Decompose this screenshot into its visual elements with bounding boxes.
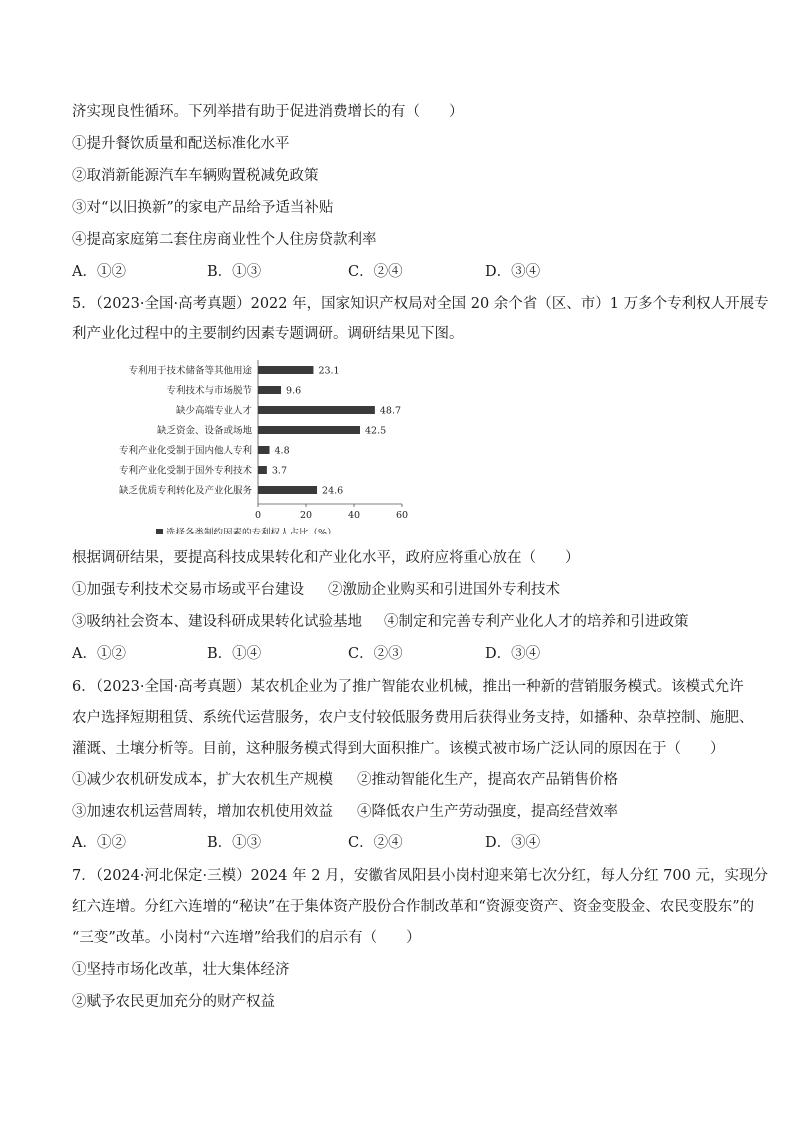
- q6-item-2: ②推动智能化生产，提高农产品销售价格: [357, 772, 618, 788]
- bar: [258, 426, 360, 434]
- bar: [258, 466, 267, 474]
- data-label: 24.6: [322, 485, 344, 497]
- bar: [258, 386, 281, 394]
- data-label: 9.6: [286, 385, 302, 397]
- q7-stem-line-2: 红六连增。分红六连增的“秘诀”在于集体资产股份合作制改革和“资源变资产、资金变股金、农民变股东”的: [72, 899, 755, 915]
- bar: [258, 406, 375, 414]
- q6-item-4: ④降低农户生产劳动强度，提高经营效率: [357, 804, 618, 820]
- category-label: 缺少高端专业人才: [175, 405, 252, 417]
- legend-label: 选择各类制约因素的专利权人占比（%）: [166, 528, 337, 534]
- category-label: 专利产业化受制于国外专利技术: [118, 465, 252, 477]
- bar: [258, 366, 313, 374]
- bar: [258, 446, 270, 454]
- x-tick-label: 60: [395, 510, 409, 521]
- q5-option-b: B．①④: [207, 646, 262, 662]
- data-label: 23.1: [318, 365, 340, 377]
- x-tick-label: 40: [347, 510, 361, 521]
- q6-stem-line-2: 农户选择短期租赁、系统代运营服务，农户支付较低服务费用后获得业务支持，如播种、杂草控制、施肥、: [72, 710, 754, 726]
- x-tick-label: 0: [254, 510, 262, 521]
- q6-item-1: ①减少农机研发成本，扩大农机生产规模: [72, 772, 333, 788]
- data-label: 42.5: [365, 425, 387, 437]
- q5-item-4: ④制定和完善专利产业化人才的培养和引进政策: [384, 614, 689, 630]
- data-label: 3.7: [271, 465, 287, 477]
- data-label: 4.8: [274, 445, 290, 457]
- q5-option-c: C．②③: [348, 646, 403, 662]
- q5-stem-line-2: 利产业化过程中的主要制约因素专题调研。调研结果见下图。: [72, 326, 464, 342]
- q4-option-b: B．①③: [207, 264, 262, 280]
- chart-svg: [72, 354, 432, 534]
- data-label: 48.7: [379, 405, 402, 417]
- category-label: 专利技术与市场脱节: [166, 385, 252, 397]
- q4-option-d: D．③④: [485, 264, 541, 280]
- category-label: 专利产业化受制于国内他人专利: [118, 445, 252, 457]
- q4-item-2: ②取消新能源汽车车辆购置税减免政策: [72, 168, 319, 184]
- q5-item-3: ③吸纳社会资本、建设科研成果转化试验基地: [72, 614, 362, 630]
- q4-item-4: ④提高家庭第二套住房商业性个人住房贷款利率: [72, 232, 377, 248]
- q5-option-d: D．③④: [485, 646, 541, 662]
- x-tick-label: 20: [299, 510, 313, 521]
- q7-item-1: ①坚持市场化改革，壮大集体经济: [72, 962, 290, 978]
- q4-item-3: ③对“以旧换新”的家电产品给予适当补贴: [72, 200, 334, 216]
- q6-option-c: C．②④: [348, 835, 403, 851]
- q5-item-2: ②激励企业购买和引进国外专利技术: [328, 582, 560, 598]
- q4-option-a: A．①②: [72, 264, 126, 280]
- q6-option-a: A．①②: [72, 835, 126, 851]
- q4-option-c: C．②④: [348, 264, 403, 280]
- q7-stem-line-3: “三变”改革。小岗村“六连增”给我们的启示有（ ）: [72, 930, 421, 946]
- q5-item-1: ①加强专利技术交易市场或平台建设: [72, 582, 304, 598]
- q6-items-row-2: [72, 802, 752, 822]
- q7-item-2: ②赋予农民更加充分的财产权益: [72, 994, 275, 1010]
- category-label: 专利用于技术储备等其他用途: [128, 365, 252, 377]
- category-label: 缺乏优质专利转化及产业化服务: [118, 485, 252, 497]
- q6-option-d: D．③④: [485, 835, 541, 851]
- bar: [258, 486, 317, 494]
- q4-stem-tail: 济实现良性循环。下列举措有助于促进消费增长的有（ ）: [72, 104, 464, 120]
- q6-item-3: ③加速农机运营周转，增加农机使用效益: [72, 804, 333, 820]
- legend-swatch: [156, 529, 163, 534]
- q5-items-row-2: [72, 612, 752, 632]
- q4-item-1: ①提升餐饮质量和配送标准化水平: [72, 136, 290, 152]
- q7-stem-line-1: 7．（2024·河北保定·三模）2024 年 2 月，安徽省凤阳县小岗村迎来第七次分红，每人分红 700 元，实现分: [72, 868, 768, 884]
- category-label: 缺乏资金、设备或场地: [156, 425, 252, 437]
- q6-stem-line-3: 灌溉、土壤分析等。目前，这种服务模式得到大面积推广。该模式被市场广泛认同的原因在于（ ）: [72, 741, 725, 757]
- q5-items-row-1: [72, 580, 752, 600]
- q6-stem-line-1: 6．（2023·全国·高考真题）某农机企业为了推广智能农业机械，推出一种新的营销服务模式。该模式允许: [72, 679, 744, 695]
- q6-option-b: B．①③: [207, 835, 262, 851]
- q5-bar-chart: [72, 354, 432, 534]
- q5-option-a: A．①②: [72, 646, 126, 662]
- q6-items-row-1: [72, 770, 752, 790]
- q5-question: 根据调研结果，要提高科技成果转化和产业化水平，政府应将重心放在（ ）: [72, 550, 580, 566]
- q5-stem-line-1: 5．（2023·全国·高考真题）2022 年，国家知识产权局对全国 20 余个省（区、市）1 万多个专利权人开展专: [72, 296, 769, 312]
